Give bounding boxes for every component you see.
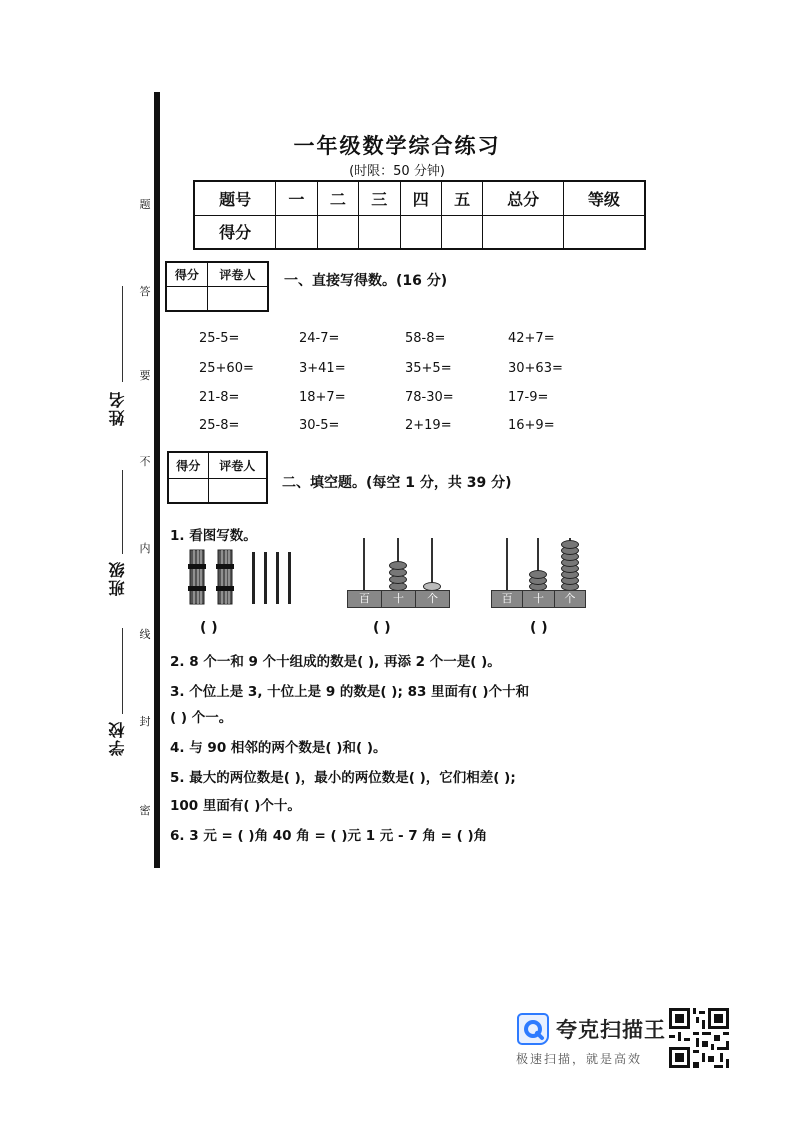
class-field-line[interactable] — [122, 470, 123, 554]
score-header-cell: 题号 — [194, 181, 276, 215]
grader-name-label: 评卷人 — [207, 262, 268, 286]
abacus-label: 十 — [382, 591, 416, 607]
calc-item: 16+9= — [508, 418, 555, 433]
bundle-of-ten-icon — [188, 550, 206, 604]
seal-char: 封 — [139, 715, 151, 728]
grader-box-2 — [167, 451, 268, 504]
abacus-base — [347, 590, 450, 608]
seal-char: 密 — [139, 804, 151, 817]
calc-item: 25-5= — [199, 331, 240, 346]
binding-bar — [154, 92, 160, 868]
abacus-1 — [347, 536, 450, 608]
calc-item: 17-9= — [508, 390, 549, 405]
score-cell[interactable] — [359, 215, 400, 249]
sticks-picture — [186, 548, 301, 606]
school-label: 学校 — [108, 720, 127, 756]
score-cell[interactable] — [441, 215, 482, 249]
grader-name-cell[interactable] — [208, 478, 267, 503]
calc-item: 30+63= — [508, 361, 563, 376]
calc-item: 25+60= — [199, 361, 254, 376]
abacus-label: 百 — [492, 591, 523, 607]
score-header-cell: 总分 — [483, 181, 563, 215]
qr-code-icon — [666, 1005, 732, 1071]
scanner-logo-icon — [516, 1012, 550, 1046]
single-stick-icon — [288, 552, 291, 604]
name-label: 姓名 — [108, 390, 127, 426]
score-header-cell: 四 — [400, 181, 441, 215]
calc-item: 42+7= — [508, 331, 555, 346]
score-header-cell: 五 — [441, 181, 482, 215]
calc-item: 30-5= — [299, 418, 340, 433]
grader-score-label: 得分 — [166, 262, 207, 286]
section2-heading: 二、填空题。(每空 1 分，共 39 分) — [282, 475, 512, 491]
question-6: 6. 3 元 = ( )角 40 角 = ( )元 1 元 - 7 角 = ( )角 — [170, 828, 488, 844]
class-label: 班级 — [108, 560, 127, 596]
abacus-rod — [506, 538, 508, 590]
abacus-bead — [561, 540, 579, 549]
seal-char: 不 — [139, 455, 151, 468]
score-row-label: 得分 — [194, 215, 276, 249]
single-stick-icon — [276, 552, 279, 604]
seal-char: 答 — [139, 285, 151, 298]
grader-name-label: 评卷人 — [208, 452, 267, 478]
page-title: 一年级数学综合练习 — [293, 134, 501, 158]
calc-item: 24-7= — [299, 331, 340, 346]
school-field-line[interactable] — [122, 628, 123, 714]
calc-item: 35+5= — [405, 361, 452, 376]
score-cell[interactable] — [400, 215, 441, 249]
score-cell[interactable] — [483, 215, 563, 249]
question-2: 2. 8 个一和 9 个十组成的数是( ), 再添 2 个一是( )。 — [170, 654, 501, 670]
calc-item: 78-30= — [405, 390, 454, 405]
abacus-base — [491, 590, 586, 608]
calc-item: 25-8= — [199, 418, 240, 433]
abacus-bead — [529, 570, 547, 579]
calc-item: 2+19= — [405, 418, 452, 433]
calc-item: 21-8= — [199, 390, 240, 405]
section1-heading: 一、直接写得数。(16 分) — [284, 273, 448, 289]
abacus-bead — [389, 561, 407, 570]
question-1: 1. 看图写数。 — [170, 528, 257, 544]
abacus-label: 百 — [348, 591, 382, 607]
question-4: 4. 与 90 相邻的两个数是( )和( )。 — [170, 740, 387, 756]
question-3-cont: ( ) 个一。 — [170, 710, 233, 726]
score-cell[interactable] — [563, 215, 645, 249]
answer-blank[interactable]: ( ) — [530, 620, 548, 636]
single-stick-icon — [252, 552, 255, 604]
seal-char: 题 — [139, 198, 151, 211]
abacus-2 — [491, 536, 586, 608]
seal-char: 线 — [139, 628, 151, 641]
single-stick-icon — [264, 552, 267, 604]
seal-char: 要 — [139, 369, 151, 382]
abacus-label: 十 — [523, 591, 554, 607]
score-header-cell: 等级 — [563, 181, 645, 215]
seal-char: 内 — [139, 542, 151, 555]
scanner-brand: 夸克扫描王 — [556, 1018, 666, 1042]
calc-item: 18+7= — [299, 390, 346, 405]
abacus-rod — [363, 538, 365, 590]
score-header-cell: 一 — [276, 181, 317, 215]
answer-blank[interactable]: ( ) — [200, 620, 218, 636]
scanner-slogan: 极速扫描，就是高效 — [516, 1052, 643, 1066]
score-cell[interactable] — [276, 215, 317, 249]
bundle-of-ten-icon — [216, 550, 234, 604]
question-3: 3. 个位上是 3, 十位上是 9 的数是( ); 83 里面有( )个十和 — [170, 684, 530, 700]
grader-name-cell[interactable] — [207, 286, 268, 311]
abacus-label: 个 — [555, 591, 585, 607]
answer-blank[interactable]: ( ) — [373, 620, 391, 636]
grader-score-cell[interactable] — [166, 286, 207, 311]
calc-item: 3+41= — [299, 361, 346, 376]
score-header-cell: 二 — [317, 181, 358, 215]
name-field-line[interactable] — [122, 286, 123, 382]
grader-score-cell[interactable] — [168, 478, 208, 503]
grader-box-1 — [165, 261, 269, 312]
question-5-cont: 100 里面有( )个十。 — [170, 798, 301, 814]
calc-item: 58-8= — [405, 331, 446, 346]
grader-score-label: 得分 — [168, 452, 208, 478]
score-cell[interactable] — [317, 215, 358, 249]
time-limit: (时限：50 分钟) — [349, 164, 445, 179]
abacus-label: 个 — [416, 591, 449, 607]
question-5: 5. 最大的两位数是( )，最小的两位数是( )，它们相差( ); — [170, 770, 516, 786]
score-header-cell: 三 — [359, 181, 400, 215]
score-table — [193, 180, 646, 250]
